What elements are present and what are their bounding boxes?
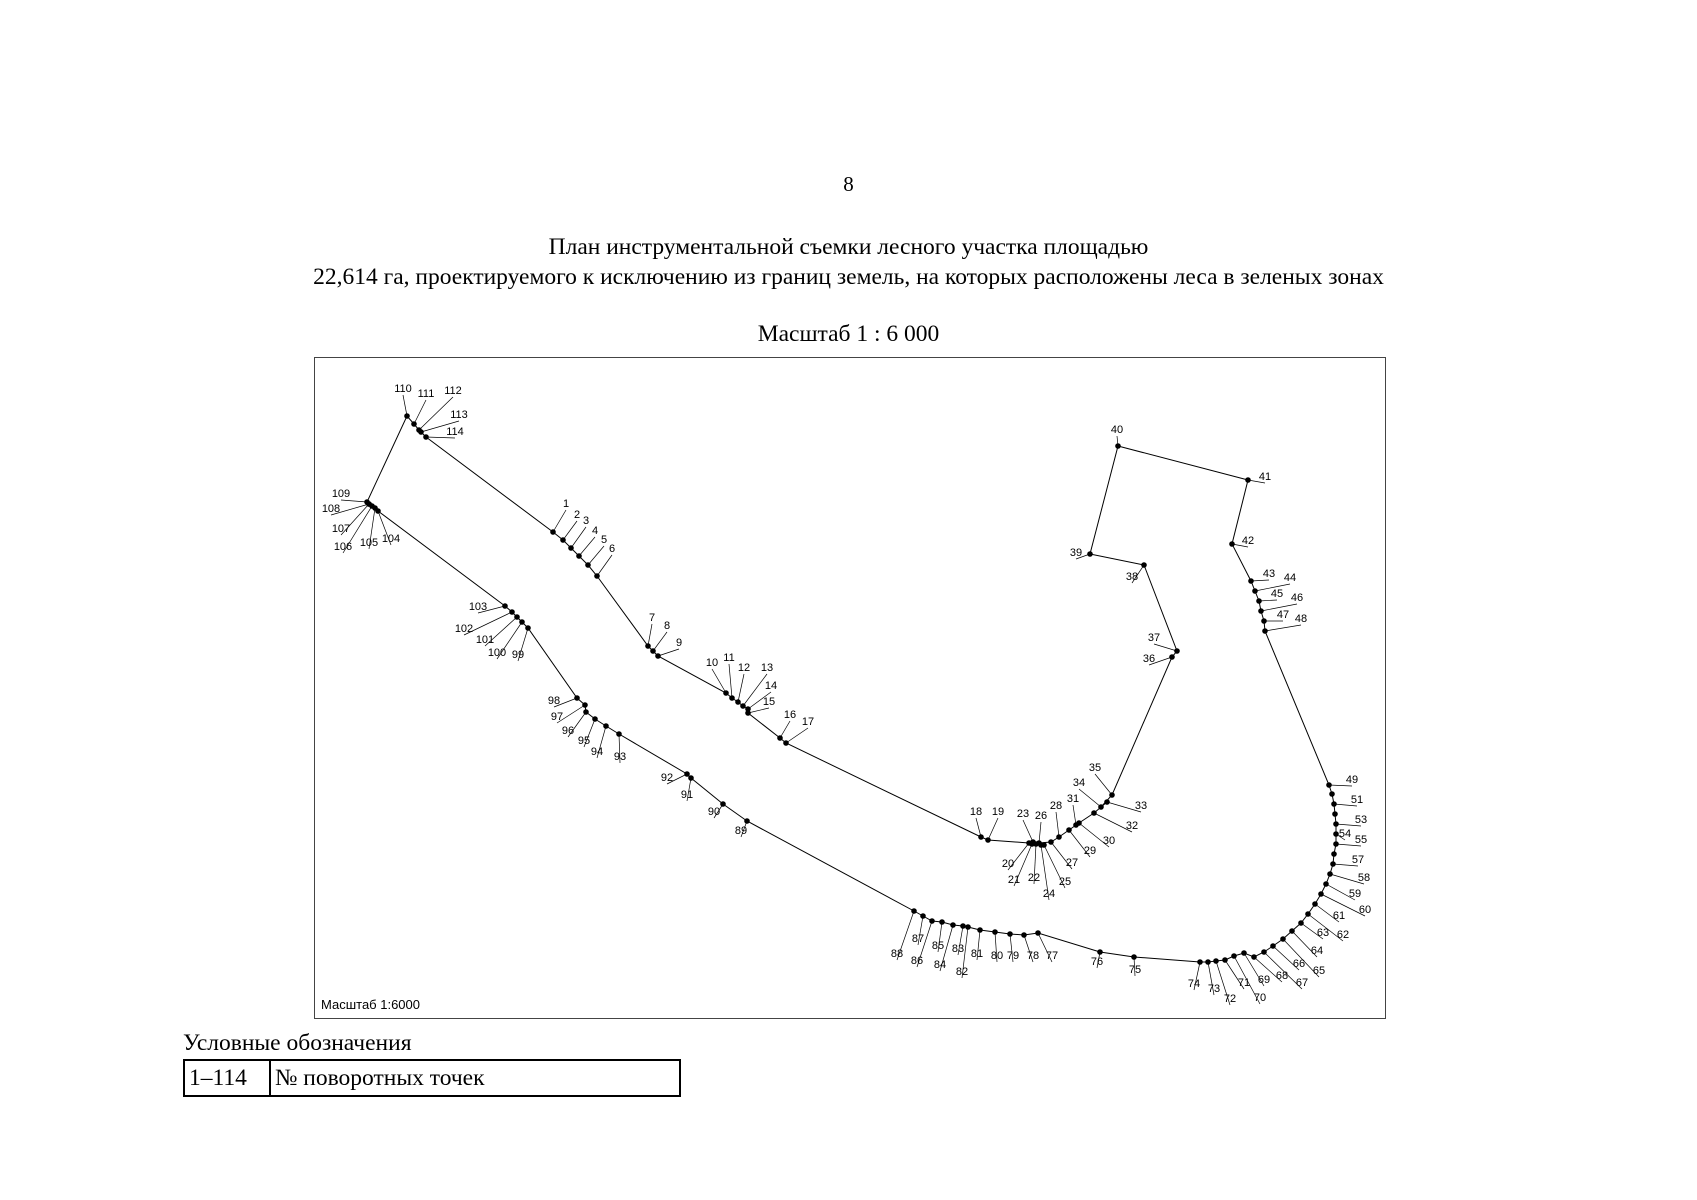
legend-table <box>183 1059 681 1097</box>
turning-point-82 <box>965 924 971 930</box>
point-label-92: 92 <box>660 772 674 784</box>
point-label-27: 27 <box>1065 857 1079 869</box>
point-label-41: 41 <box>1258 471 1272 483</box>
point-label-73: 73 <box>1207 983 1221 995</box>
point-label-57: 57 <box>1351 854 1365 866</box>
point-label-20: 20 <box>1001 858 1015 870</box>
boundary-plot <box>315 358 1385 1018</box>
point-label-46: 46 <box>1290 592 1304 604</box>
point-label-85: 85 <box>931 940 945 952</box>
title-line-1: План инструментальной съемки лесного участка площадью <box>548 234 1149 260</box>
turning-point-55 <box>1333 841 1339 847</box>
turning-point-34 <box>1098 804 1104 810</box>
point-label-39: 39 <box>1069 547 1083 559</box>
point-label-95: 95 <box>577 735 591 747</box>
turning-point-73 <box>1205 959 1211 965</box>
point-label-2: 2 <box>573 509 581 521</box>
turning-point-92 <box>684 771 690 777</box>
leader-line-109 <box>341 500 367 502</box>
turning-point-114 <box>423 434 429 440</box>
turning-point-69 <box>1241 950 1247 956</box>
turning-point-72 <box>1213 958 1219 964</box>
turning-point-67 <box>1261 949 1267 955</box>
point-label-12: 12 <box>737 662 751 674</box>
point-label-61: 61 <box>1332 910 1346 922</box>
turning-point-74 <box>1197 959 1203 965</box>
point-label-21: 21 <box>1007 874 1021 886</box>
turning-point-110 <box>404 413 410 419</box>
turning-point-96 <box>583 709 589 715</box>
point-label-114: 114 <box>446 426 464 438</box>
turning-point-8 <box>650 648 656 654</box>
leader-line-6 <box>597 555 612 576</box>
point-label-45: 45 <box>1270 588 1284 600</box>
turning-point-5 <box>585 562 591 568</box>
turning-point-91 <box>688 775 694 781</box>
point-label-13: 13 <box>760 662 774 674</box>
leader-line-3 <box>571 527 586 548</box>
turning-point-52 <box>1332 811 1338 817</box>
point-label-7: 7 <box>648 612 656 624</box>
point-label-14: 14 <box>764 680 778 692</box>
turning-point-31 <box>1073 822 1079 828</box>
leader-line-110 <box>403 395 407 416</box>
turning-point-95 <box>592 716 598 722</box>
point-label-77: 77 <box>1045 950 1059 962</box>
title-line-2: 22,614 га, проектируемого к исключению из границ земель, на которых расположены леса в зеленых зонах <box>313 264 1384 290</box>
leader-line-8 <box>653 632 667 651</box>
turning-point-71 <box>1222 957 1228 963</box>
turning-point-111 <box>411 421 417 427</box>
point-label-47: 47 <box>1276 609 1290 621</box>
point-label-83: 83 <box>951 943 965 955</box>
point-label-62: 62 <box>1336 929 1350 941</box>
survey-plan-map <box>314 357 1386 1019</box>
point-label-42: 42 <box>1241 535 1255 547</box>
point-label-86: 86 <box>910 955 924 967</box>
point-label-22: 22 <box>1027 872 1041 884</box>
turning-point-2 <box>560 537 566 543</box>
leader-line-7 <box>648 624 652 646</box>
leader-line-48 <box>1265 625 1301 631</box>
turning-point-37 <box>1174 648 1180 654</box>
turning-point-88 <box>911 908 917 914</box>
turning-point-66 <box>1270 943 1276 949</box>
turning-point-18 <box>978 834 984 840</box>
turning-point-61 <box>1312 901 1318 907</box>
turning-point-57 <box>1330 861 1336 867</box>
leader-line-26 <box>1039 822 1041 843</box>
point-label-94: 94 <box>590 746 604 758</box>
point-label-99: 99 <box>511 649 525 661</box>
turning-point-29 <box>1066 827 1072 833</box>
turning-point-13 <box>740 703 746 709</box>
point-label-3: 3 <box>582 515 590 527</box>
point-label-54: 54 <box>1338 828 1352 840</box>
turning-point-70 <box>1231 953 1237 959</box>
point-label-68: 68 <box>1275 970 1289 982</box>
page-number: 8 <box>843 172 854 196</box>
point-label-35: 35 <box>1088 762 1102 774</box>
point-label-110: 110 <box>394 383 412 395</box>
point-label-38: 38 <box>1125 571 1139 583</box>
leader-line-9 <box>658 649 679 656</box>
point-label-90: 90 <box>707 806 721 818</box>
turning-point-51 <box>1331 801 1337 807</box>
turning-point-78 <box>1021 932 1027 938</box>
leader-line-2 <box>563 521 577 540</box>
turning-point-97 <box>582 702 588 708</box>
point-label-64: 64 <box>1310 945 1324 957</box>
turning-point-15 <box>745 710 751 716</box>
turning-point-75 <box>1131 954 1137 960</box>
turning-point-49 <box>1326 782 1332 788</box>
turning-point-60 <box>1318 891 1324 897</box>
point-label-107: 107 <box>331 523 351 535</box>
point-label-97: 97 <box>550 711 564 723</box>
turning-point-6 <box>594 573 600 579</box>
turning-point-16 <box>777 735 783 741</box>
scale-heading: Масштаб 1 : 6 000 <box>757 321 940 347</box>
point-label-49: 49 <box>1345 774 1359 786</box>
turning-point-25 <box>1041 842 1047 848</box>
turning-point-100 <box>519 619 525 625</box>
point-label-6: 6 <box>608 543 616 555</box>
point-label-100: 100 <box>487 647 507 659</box>
turning-point-7 <box>645 643 651 649</box>
point-label-80: 80 <box>990 950 1004 962</box>
point-label-29: 29 <box>1083 845 1097 857</box>
point-label-70: 70 <box>1253 992 1267 1004</box>
turning-point-85 <box>939 919 945 925</box>
point-label-82: 82 <box>955 966 969 978</box>
turning-point-79 <box>1007 931 1013 937</box>
turning-points <box>364 413 1339 965</box>
point-label-43: 43 <box>1262 568 1276 580</box>
turning-point-93 <box>616 731 622 737</box>
leader-line-5 <box>588 546 604 565</box>
turning-point-27 <box>1048 839 1054 845</box>
leader-line-1 <box>553 510 566 532</box>
point-label-81: 81 <box>970 948 984 960</box>
point-label-51: 51 <box>1350 794 1364 806</box>
legend-description: № поворотных точек <box>270 1060 680 1096</box>
point-label-102: 102 <box>454 623 474 635</box>
turning-point-28 <box>1056 834 1062 840</box>
turning-point-80 <box>992 929 998 935</box>
turning-point-26 <box>1036 840 1042 846</box>
leader-line-12 <box>738 674 744 702</box>
point-label-55: 55 <box>1354 834 1368 846</box>
turning-point-33 <box>1104 799 1110 805</box>
point-label-8: 8 <box>663 620 671 632</box>
leader-line-4 <box>579 537 595 556</box>
point-label-60: 60 <box>1358 904 1372 916</box>
turning-point-90 <box>720 801 726 807</box>
turning-point-39 <box>1087 551 1093 557</box>
turning-point-9 <box>655 653 661 659</box>
turning-point-38 <box>1141 562 1147 568</box>
point-label-71: 71 <box>1237 977 1251 989</box>
point-label-104: 104 <box>381 533 401 545</box>
point-label-18: 18 <box>969 806 983 818</box>
point-label-96: 96 <box>561 725 575 737</box>
turning-point-3 <box>568 545 574 551</box>
point-label-33: 33 <box>1134 800 1148 812</box>
turning-point-65 <box>1280 936 1286 942</box>
turning-point-48 <box>1262 628 1268 634</box>
point-label-44: 44 <box>1283 572 1297 584</box>
point-label-37: 37 <box>1147 632 1161 644</box>
turning-point-83 <box>960 923 966 929</box>
turning-point-36 <box>1169 654 1175 660</box>
turning-point-40 <box>1115 443 1121 449</box>
point-label-98: 98 <box>547 695 561 707</box>
point-label-23: 23 <box>1016 808 1030 820</box>
turning-point-89 <box>744 818 750 824</box>
turning-point-56 <box>1331 851 1337 857</box>
point-label-26: 26 <box>1034 810 1048 822</box>
leader-line-17 <box>786 728 808 743</box>
point-label-93: 93 <box>613 751 627 763</box>
point-label-66: 66 <box>1292 958 1306 970</box>
point-label-108: 108 <box>321 503 341 515</box>
point-label-101: 101 <box>475 634 495 646</box>
point-label-91: 91 <box>680 789 694 801</box>
point-label-78: 78 <box>1026 950 1040 962</box>
point-label-25: 25 <box>1058 876 1072 888</box>
point-label-24: 24 <box>1042 888 1056 900</box>
point-label-69: 69 <box>1257 974 1271 986</box>
point-label-76: 76 <box>1090 956 1104 968</box>
turning-point-53 <box>1333 821 1339 827</box>
point-label-79: 79 <box>1006 950 1020 962</box>
leader-line-111 <box>414 400 426 424</box>
point-label-63: 63 <box>1316 927 1330 939</box>
turning-point-46 <box>1258 608 1264 614</box>
legend-range: 1–114 <box>184 1060 270 1096</box>
point-label-109: 109 <box>331 488 351 500</box>
turning-point-32 <box>1091 810 1097 816</box>
point-label-59: 59 <box>1348 888 1362 900</box>
turning-point-63 <box>1298 920 1304 926</box>
point-label-88: 88 <box>890 948 904 960</box>
point-label-105: 105 <box>359 537 379 549</box>
point-label-15: 15 <box>762 696 776 708</box>
turning-point-4 <box>576 553 582 559</box>
leader-line-28 <box>1056 812 1059 837</box>
point-label-89: 89 <box>734 825 748 837</box>
point-label-1: 1 <box>562 498 570 510</box>
point-label-5: 5 <box>600 534 608 546</box>
turning-point-41 <box>1245 477 1251 483</box>
point-label-84: 84 <box>933 959 947 971</box>
point-label-87: 87 <box>911 933 925 945</box>
point-label-67: 67 <box>1295 977 1309 989</box>
point-label-31: 31 <box>1066 793 1080 805</box>
point-label-17: 17 <box>801 716 815 728</box>
turning-point-45 <box>1256 598 1262 604</box>
leader-line-11 <box>729 664 732 698</box>
turning-point-76 <box>1097 949 1103 955</box>
legend-row <box>184 1060 680 1096</box>
turning-point-98 <box>574 695 580 701</box>
turning-point-1 <box>550 529 556 535</box>
point-label-58: 58 <box>1357 872 1371 884</box>
turning-point-94 <box>603 723 609 729</box>
turning-point-102 <box>509 609 515 615</box>
point-label-111: 111 <box>417 388 435 400</box>
legend-title: Условные обозначения <box>183 1030 412 1056</box>
leader-line-15 <box>748 708 769 713</box>
point-label-53: 53 <box>1354 814 1368 826</box>
leader-line-37 <box>1154 644 1177 651</box>
turning-point-43 <box>1248 578 1254 584</box>
turning-point-87 <box>920 913 926 919</box>
leader-line-18 <box>976 818 981 837</box>
turning-point-101 <box>514 614 520 620</box>
turning-point-35 <box>1109 792 1115 798</box>
point-label-106: 106 <box>333 541 353 553</box>
leader-line-19 <box>988 818 998 840</box>
point-label-48: 48 <box>1294 613 1308 625</box>
turning-point-99 <box>525 625 531 631</box>
turning-point-84 <box>950 922 956 928</box>
point-label-16: 16 <box>783 709 797 721</box>
turning-point-19 <box>985 837 991 843</box>
point-label-113: 113 <box>450 409 468 421</box>
point-label-32: 32 <box>1125 820 1139 832</box>
map-scale-label: Масштаб 1:6000 <box>321 997 420 1012</box>
turning-point-23 <box>1030 839 1036 845</box>
turning-point-50 <box>1329 791 1335 797</box>
point-label-40: 40 <box>1110 424 1124 436</box>
point-label-72: 72 <box>1223 993 1237 1005</box>
point-label-19: 19 <box>991 806 1005 818</box>
leader-line-35 <box>1095 774 1112 795</box>
leader-line-34 <box>1079 789 1101 807</box>
turning-point-81 <box>977 927 983 933</box>
document-title <box>0 232 1697 292</box>
label-leaders <box>331 395 1368 1005</box>
turning-point-59 <box>1323 881 1329 887</box>
turning-point-109 <box>364 499 370 505</box>
turning-point-44 <box>1252 588 1258 594</box>
point-label-65: 65 <box>1312 965 1326 977</box>
point-label-34: 34 <box>1072 777 1086 789</box>
turning-point-17 <box>783 740 789 746</box>
turning-point-47 <box>1261 618 1267 624</box>
turning-point-12 <box>735 699 741 705</box>
point-label-103: 103 <box>468 601 488 613</box>
point-label-74: 74 <box>1187 978 1201 990</box>
turning-point-58 <box>1327 871 1333 877</box>
turning-point-42 <box>1229 541 1235 547</box>
turning-point-113 <box>418 429 424 435</box>
point-label-30: 30 <box>1102 835 1116 847</box>
turning-point-68 <box>1251 954 1257 960</box>
point-label-4: 4 <box>591 525 599 537</box>
leader-line-16 <box>780 721 790 738</box>
point-label-75: 75 <box>1128 964 1142 976</box>
point-label-11: 11 <box>723 652 735 664</box>
turning-point-77 <box>1035 930 1041 936</box>
leader-line-23 <box>1023 820 1033 842</box>
point-label-28: 28 <box>1049 800 1063 812</box>
turning-point-64 <box>1289 928 1295 934</box>
point-label-9: 9 <box>675 637 683 649</box>
leader-line-31 <box>1073 805 1076 825</box>
turning-point-10 <box>723 690 729 696</box>
turning-point-86 <box>929 918 935 924</box>
point-label-36: 36 <box>1142 653 1156 665</box>
boundary-polygon <box>367 416 1336 962</box>
point-label-10: 10 <box>705 657 719 669</box>
turning-point-62 <box>1305 911 1311 917</box>
turning-point-103 <box>502 603 508 609</box>
turning-point-11 <box>729 695 735 701</box>
point-label-112: 112 <box>444 385 462 397</box>
